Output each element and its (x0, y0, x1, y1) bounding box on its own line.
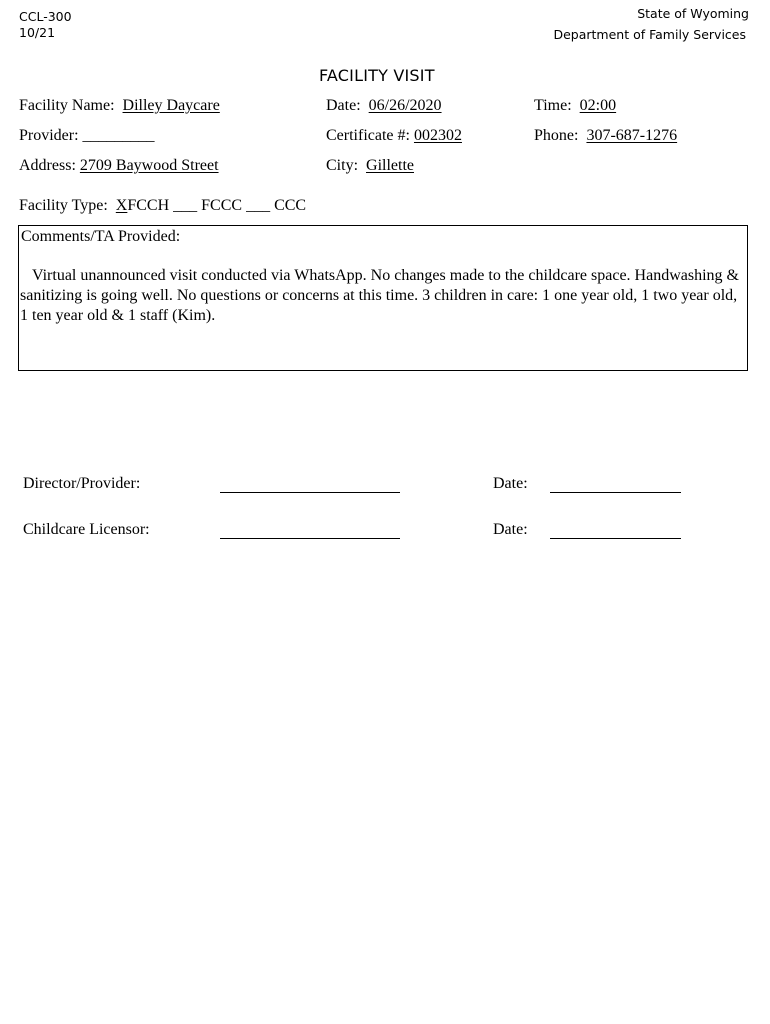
phone-label: Phone: (534, 127, 579, 144)
facility-name-field (19, 97, 220, 115)
city-value: Gillette (366, 157, 414, 174)
address-value: 2709 Baywood Street (79, 157, 219, 174)
state-name: State of Wyoming (637, 6, 749, 21)
comments-text: Virtual unannounced visit conducted via WhatsApp. No changes made to the childcare space. Handwashing & sanitizing is going well. No questions or concerns at this time. 3 children in care: 1 one year old, 1 two year old, 1 ten year old & 1 staff (Kim). (20, 267, 739, 324)
provider-label: Provider: (19, 127, 79, 144)
visit-date-label: Date: (326, 97, 361, 114)
certificate-label: Certificate #: (326, 127, 410, 144)
visit-time-value: 02:00 (579, 97, 617, 114)
facility-type-fccc: FCCC (201, 197, 243, 214)
visit-date-value: 06/26/2020 (368, 97, 442, 114)
director-signature-line (220, 492, 400, 493)
phone-value: 307-687-1276 (586, 127, 678, 144)
phone-field (534, 127, 677, 145)
visit-time-label: Time: (534, 97, 572, 114)
city-field (326, 157, 414, 175)
provider-value: _________ (82, 127, 155, 144)
licensor-signature-line (220, 538, 400, 539)
visit-time-field (534, 97, 616, 115)
comments-label: Comments/TA Provided: (21, 228, 181, 245)
facility-type-row (19, 197, 306, 215)
facility-name-label: Facility Name: (19, 97, 115, 114)
facility-type-ccc: CCC (274, 197, 307, 214)
visit-date-field (326, 97, 442, 115)
address-label: Address: (19, 157, 76, 174)
facility-type-fccc-blank: ___ (173, 197, 198, 214)
comments-box (18, 225, 748, 371)
form-code: CCL-300 (19, 9, 72, 24)
department-name: Department of Family Services (553, 27, 746, 42)
certificate-value: 002302 (413, 127, 462, 144)
certificate-field (326, 127, 462, 145)
address-field (19, 157, 219, 175)
provider-field (19, 127, 155, 145)
facility-name-value: Dilley Daycare (122, 97, 220, 114)
city-label: City: (326, 157, 359, 174)
facility-type-label: Facility Type: (19, 197, 108, 214)
director-provider-label: Director/Provider: (23, 475, 141, 492)
facility-type-fcch: FCCH (127, 197, 170, 214)
facility-type-fcch-mark: X (115, 197, 128, 214)
page-title: FACILITY VISIT (319, 66, 435, 85)
director-date-label: Date: (493, 475, 528, 492)
licensor-date-line (550, 538, 681, 539)
director-date-line (550, 492, 681, 493)
facility-type-ccc-blank: ___ (246, 197, 271, 214)
form-revision-date: 10/21 (19, 25, 56, 40)
childcare-licensor-label: Childcare Licensor: (23, 521, 150, 538)
licensor-date-label: Date: (493, 521, 528, 538)
